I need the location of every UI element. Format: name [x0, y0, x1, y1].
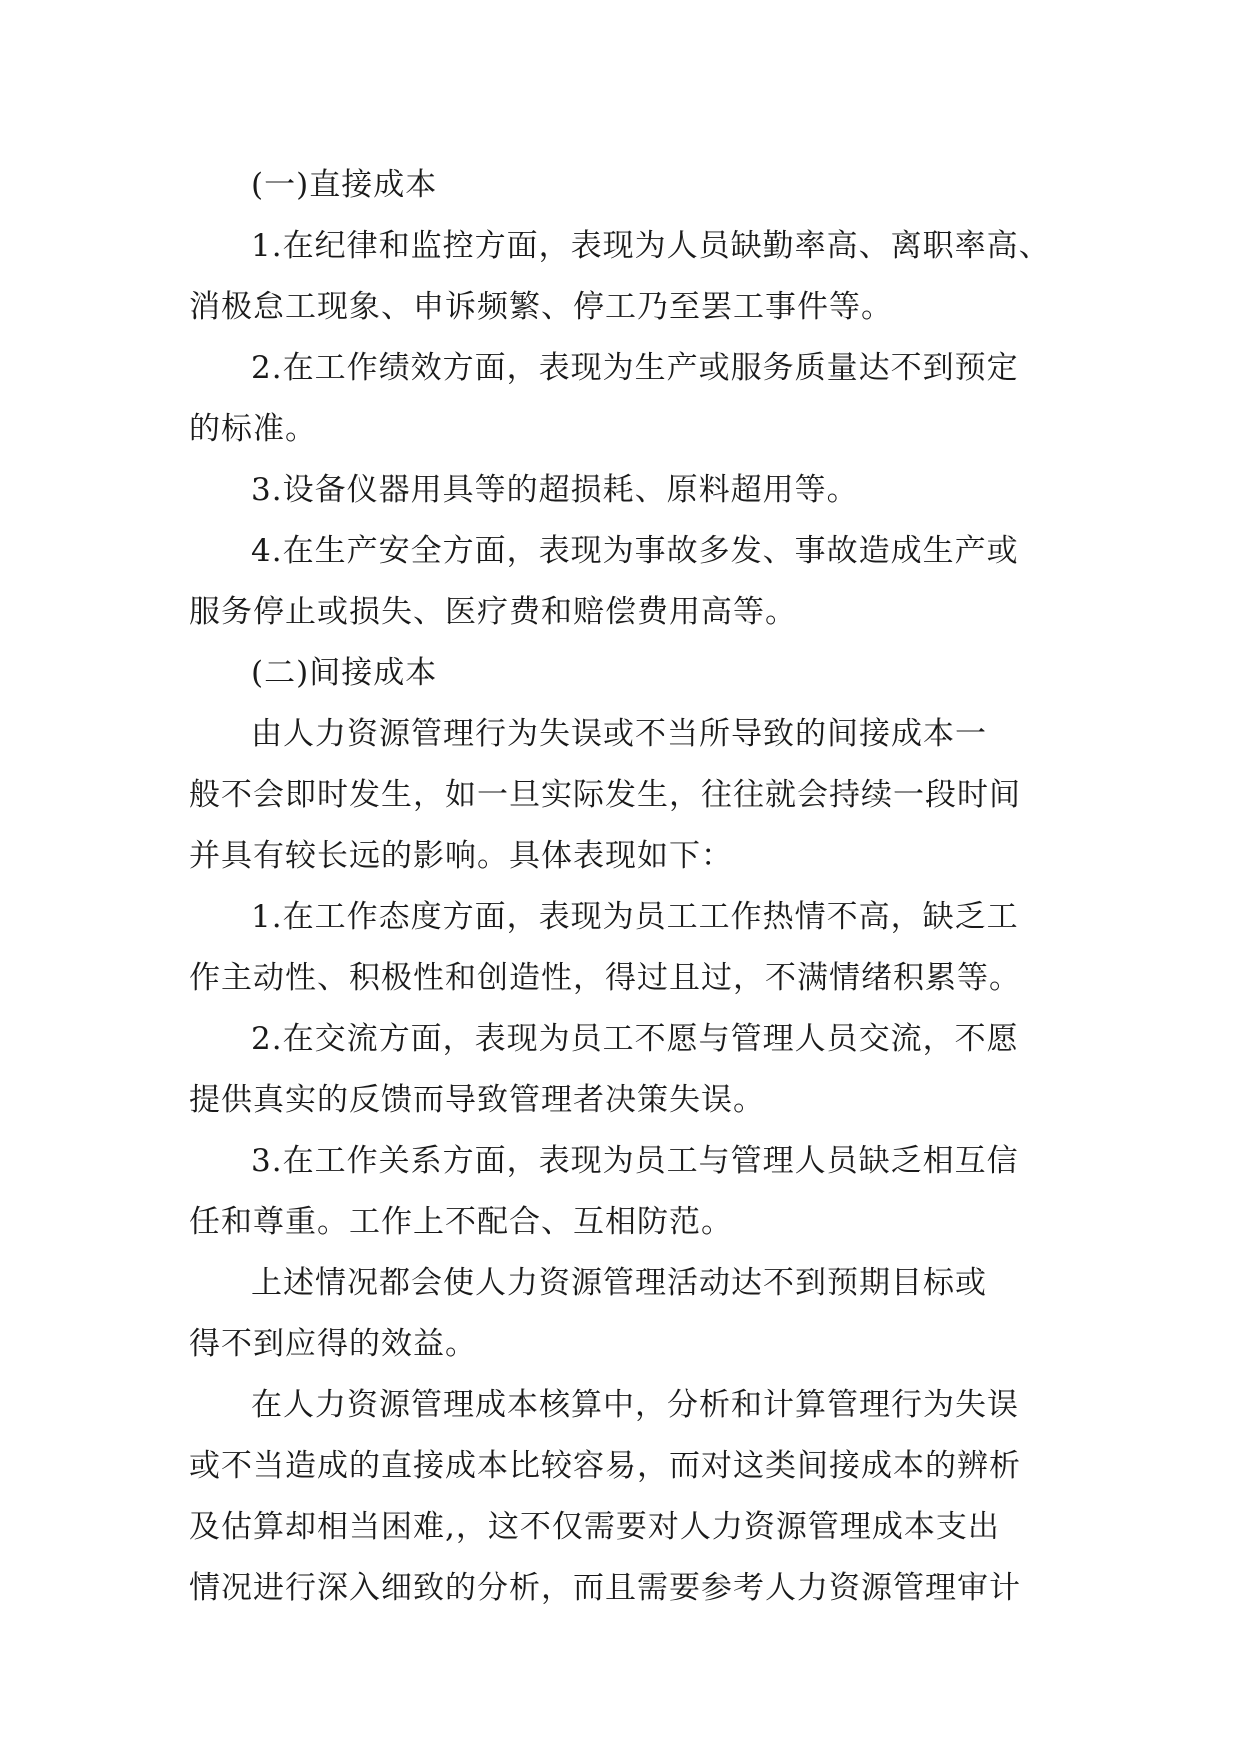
text-line: 服务停止或损失、医疗费和赔偿费用高等。 — [189, 594, 797, 630]
text-line: 上述情况都会使人力资源管理活动达不到预期目标或 — [251, 1265, 987, 1301]
text-line: 及估算却相当困难,，这不仅需要对人力资源管理成本支出 — [189, 1509, 1000, 1545]
text-line: 或不当造成的直接成本比较容易，而对这类间接成本的辨析 — [189, 1448, 1021, 1484]
text-line: 4.在生产安全方面，表现为事故多发、事故造成生产或 — [251, 533, 1019, 569]
text-line: 消极怠工现象、申诉频繁、停工乃至罢工事件等。 — [189, 289, 893, 325]
text-line: 3.设备仪器用具等的超损耗、原料超用等。 — [251, 472, 859, 508]
paragraph — [189, 1009, 1059, 1131]
text-line: 在人力资源管理成本核算中，分析和计算管理行为失误 — [251, 1387, 1019, 1423]
paragraph — [189, 1253, 1059, 1375]
text-line: 2.在交流方面，表现为员工不愿与管理人员交流，不愿 — [251, 1021, 1019, 1057]
paragraph — [189, 460, 1059, 521]
text-line: 的标准。 — [189, 411, 317, 447]
paragraph — [189, 643, 1059, 704]
text-line: (二)间接成本 — [251, 655, 438, 691]
paragraph — [189, 216, 1059, 338]
document-body — [189, 155, 1059, 1619]
text-line: 任和尊重。工作上不配合、互相防范。 — [189, 1204, 733, 1240]
text-line: 得不到应得的效益。 — [189, 1326, 477, 1362]
text-line: 由人力资源管理行为失误或不当所导致的间接成本一 — [251, 716, 987, 752]
text-line: 3.在工作关系方面，表现为员工与管理人员缺乏相互信 — [251, 1143, 1019, 1179]
text-line: 1.在工作态度方面，表现为员工工作热情不高，缺乏工 — [251, 899, 1019, 935]
paragraph — [189, 1131, 1059, 1253]
text-line: 提供真实的反馈而导致管理者决策失误。 — [189, 1082, 765, 1118]
text-line: 情况进行深入细致的分析，而且需要参考人力资源管理审计 — [189, 1570, 1021, 1606]
paragraph — [189, 521, 1059, 643]
text-line: 2.在工作绩效方面，表现为生产或服务质量达不到预定 — [251, 350, 1019, 386]
text-line: 作主动性、积极性和创造性，得过且过，不满情绪积累等。 — [189, 960, 1021, 996]
text-line: 般不会即时发生，如一旦实际发生，往往就会持续一段时间 — [189, 777, 1021, 813]
paragraph — [189, 338, 1059, 460]
paragraph — [189, 1375, 1059, 1619]
paragraph — [189, 155, 1059, 216]
paragraph — [189, 887, 1059, 1009]
text-line: (一)直接成本 — [251, 167, 438, 203]
paragraph — [189, 704, 1059, 887]
text-line: 并具有较长远的影响。具体表现如下： — [189, 838, 733, 874]
text-line: 1.在纪律和监控方面，表现为人员缺勤率高、离职率高、 — [251, 228, 1051, 264]
